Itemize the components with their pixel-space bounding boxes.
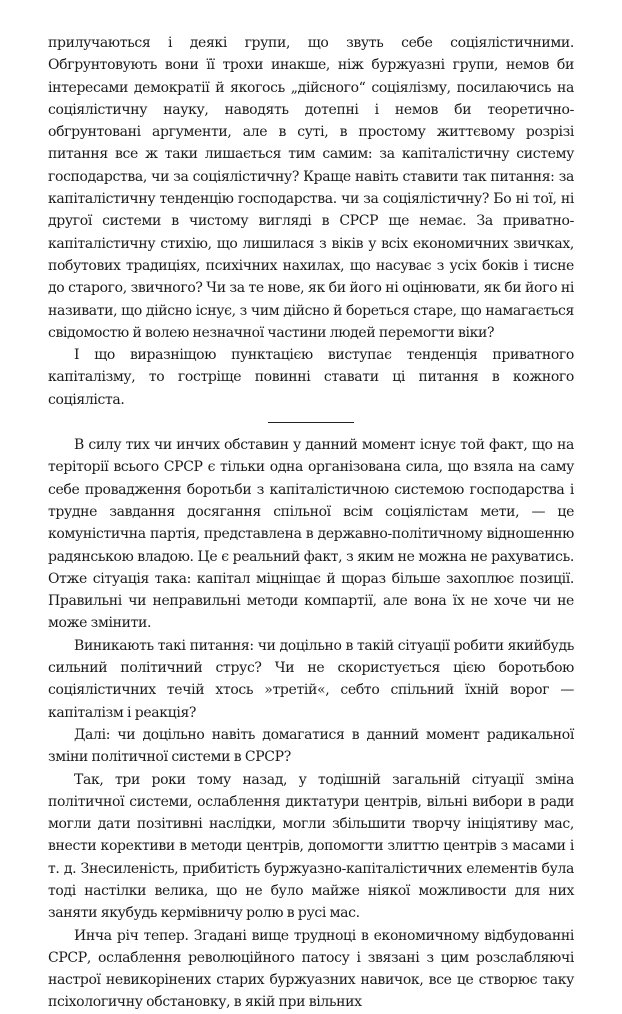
paragraph-continues: Инча річ тепер. Згадані вище трудноці в економичному відбудованні СРСР, ослаблення революційного патосу і звязані з цим розслабляючі настрої невикорінених старих буржуазних навичок, все це створює таку псіхологичну обстановку, в якій при вільних xyxy=(48,927,574,1011)
paragraph-continued: прилучаються і деякі групи, що звуть себе соціялістичними. Обгрунтовують вони її трохи инакше, ніж буржуазні групи, немов би інтересами демократії й якогось „дійсного“ соціялізму, посилаючись на соціялістичну науку, наводять дотепні і немов би теоретично-обгрунтовані аргументи, але в суті, в простому життєвому розрізі питання все ж таки лишається тим самим: за капіталістичну систему господарства, чи за соціялістичну? Краще навіть ставити так питання: за капіталістичну тенденцію господарства. чи за соціялістичну? Бо ні тої, ні другої системи в чистому вигляді в СРСР ще немає. За приватно-капіталістичну стихію, що лишилася з віків у всіх економичних звичках, побутових традиціях, психічних нахилах, що насуває з усіх боків і тисне до старого, звичного? Чи за те нове, як би його ні оцінювати, як би його ні називати, що дійсно існує, з чим дійсно й бореться старе, що намагається свідомостю й волею незначної частини людей перемогти віки? xyxy=(48,35,574,341)
text-block-after-divider xyxy=(48,434,574,1014)
paragraph: В силу тих чи инчих обставин у данний момент існує той факт, що на теріторії всього СРСР є тільки одна організована сила, що взяла на саму себе провадження боротьби з капіталістичною системою господарства і трудне завдання досягання спільної всім соціялістам мети, — це комуністична партія, представлена в державно-політичному відношенню радянською владою. Це є реальний факт, з яким не можна не рахуватись. Отже сітуація така: капітал міцніщає й щораз більше захоплює позиції. Правильні чи неправильні методи компартії, але вона їх не хоче чи не може змінити. xyxy=(48,437,574,632)
paragraph: Так, три роки тому назад, у тодішній загальній сітуації зміна політичної системи, ослаблення диктатури центрів, вільні вибори в ради могли дати позітивні наслідки, могли збільшити творчу ініціятиву мас, внести корективи в методи центрів, допомогти злиттю центрів з масами і т. д. Знесиленість, прибитість буржуазно-капіталістичних елементів була тоді настілки велика, що не було майже ніякої можливости для них заняти якубудь кермівничу ролю в русі мас. xyxy=(48,771,574,922)
paragraph: Виникають такі питання: чи доцільно в такій сітуації робити якийбудь сильний політичний струс? Чи не скористується цією боротьбою соціялістичних течій хтось »третій«, себто спільний їхній ворог — капіталізм і реакція? xyxy=(48,637,574,721)
text-block-before-divider xyxy=(48,32,574,411)
section-divider xyxy=(268,422,354,423)
paragraph: Далі: чи доцільно навіть домагатися в данний момент радикальної зміни політичної системи в СРСР? xyxy=(48,726,574,766)
paragraph: І що виразніщою пунктацією виступає тенденція приватного капіталізму, то гостріще повинні ставати ці питання в кожного соціяліста. xyxy=(48,347,574,408)
